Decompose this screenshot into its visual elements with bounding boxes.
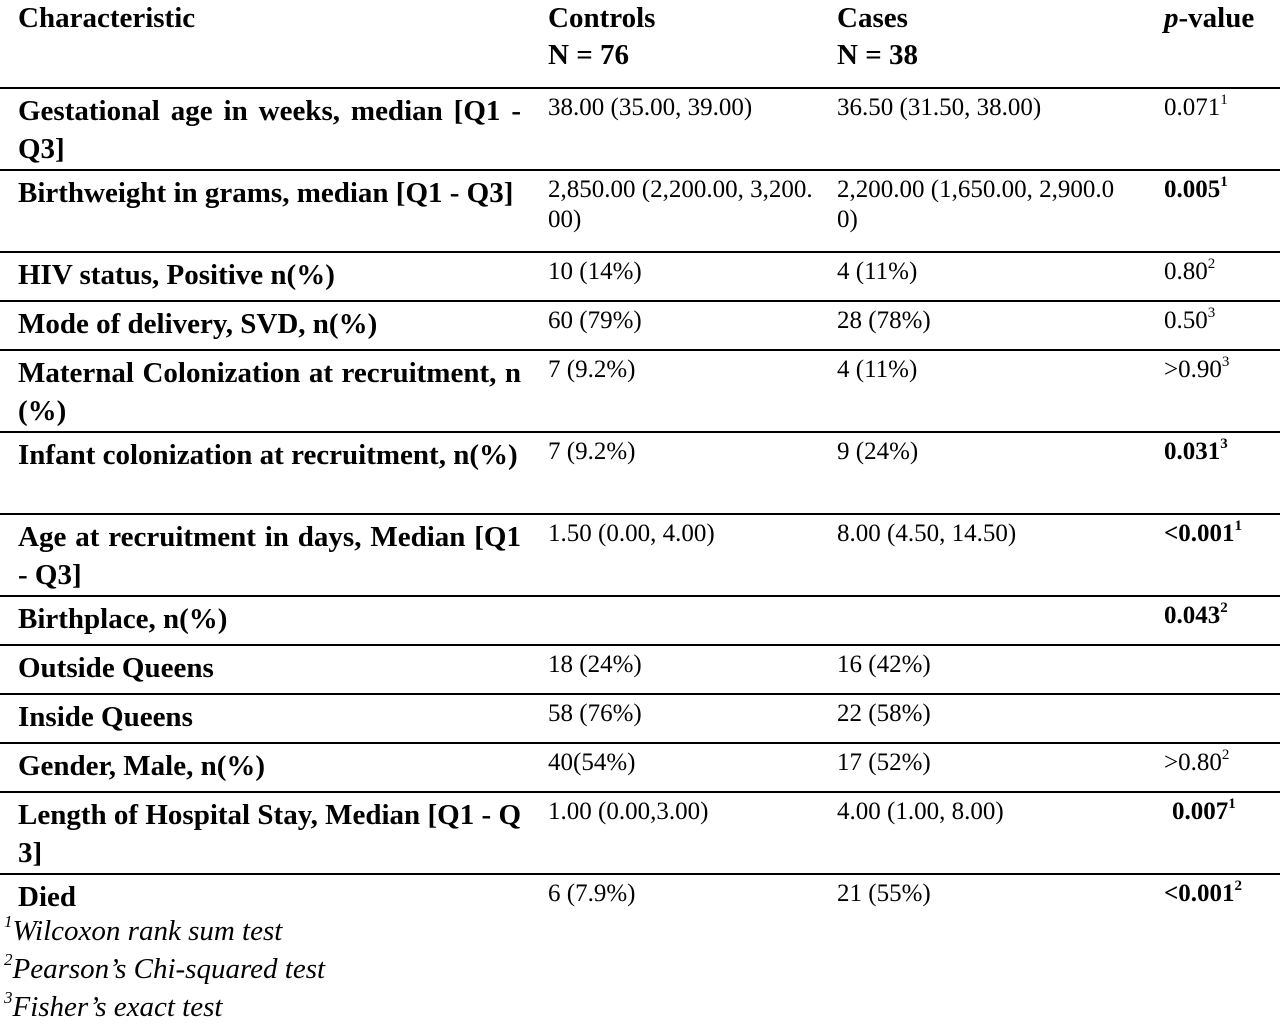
p-value-cell — [1140, 743, 1280, 792]
row-label: Birthweight in grams, median [Q1 - Q3] — [0, 170, 533, 252]
p-value-test-mark: 1 — [1220, 173, 1228, 190]
row-label: Mode of delivery, SVD, n(%) — [0, 301, 533, 350]
header-characteristic-label: Characteristic — [18, 2, 196, 34]
cases-value — [827, 596, 1140, 645]
p-value: >0.90 — [1164, 356, 1222, 383]
cases-value: 21 (55%) — [837, 880, 931, 907]
p-value-test-mark: 1 — [1228, 795, 1236, 812]
footnote — [4, 950, 325, 988]
controls-value: 60 (79%) — [533, 301, 827, 350]
table-row — [0, 350, 1280, 432]
header-cases-n: N = 38 — [837, 39, 918, 71]
footnotes — [4, 912, 325, 1026]
controls-value: 2,850.00 (2,200.00, 3,200.00) — [533, 170, 827, 252]
controls-value: 10 (14%) — [533, 252, 827, 301]
header-controls-n: N = 76 — [548, 39, 629, 71]
p-value-cell — [1140, 514, 1280, 596]
p-value: 0.043 — [1164, 602, 1221, 629]
header-characteristic — [0, 0, 533, 88]
footnote-mark: 3 — [4, 988, 13, 1008]
p-value-test-mark: 2 — [1221, 746, 1230, 763]
table-row — [0, 432, 1280, 514]
cases-value: 4 (11%) — [827, 252, 1140, 301]
p-value-test-mark: 3 — [1207, 304, 1216, 321]
table-row — [0, 596, 1280, 645]
table-row — [0, 170, 1280, 252]
row-label: Gestational age in weeks, median [Q1 - Q3] — [0, 88, 533, 170]
p-value-cell — [1140, 170, 1280, 252]
controls-value: 1.00 (0.00,3.00) — [533, 792, 827, 874]
cases-value: 4 (11%) — [827, 350, 1140, 432]
row-label: Birthplace, n(%) — [0, 596, 533, 645]
p-value-cell — [1140, 874, 1280, 917]
header-cases — [827, 0, 1140, 88]
footnote — [4, 988, 325, 1026]
p-value-test-mark: 3 — [1221, 353, 1230, 370]
cases-value: 4.00 (1.00, 8.00) — [827, 792, 1140, 874]
footnote — [4, 912, 325, 950]
table-row — [0, 792, 1280, 874]
table-row — [0, 874, 1280, 917]
row-label: Infant colonization at recruitment, n(%) — [0, 432, 533, 514]
p-value-cell — [1140, 432, 1280, 514]
p-value: 0.031 — [1164, 438, 1221, 465]
p-value: 0.007 — [1172, 798, 1229, 825]
table-row — [0, 88, 1280, 170]
p-value: 0.80 — [1164, 258, 1208, 285]
footnote-text: Pearson’s Chi-squared test — [12, 953, 326, 985]
header-pvalue — [1140, 0, 1280, 88]
controls-value: 1.50 (0.00, 4.00) — [533, 514, 827, 596]
cases-value: 22 (58%) — [827, 694, 1140, 743]
table-row — [0, 743, 1280, 792]
row-label: Outside Queens — [0, 645, 533, 694]
p-value-cell — [1140, 252, 1280, 301]
table-row — [0, 301, 1280, 350]
row-label: Gender, Male, n(%) — [0, 743, 533, 792]
table-row — [0, 645, 1280, 694]
controls-value: 18 (24%) — [533, 645, 827, 694]
row-label: Age at recruitment in days, Median [Q1 - Q3] — [0, 514, 533, 596]
footnote-text: Fisher’s exact test — [12, 991, 223, 1023]
table-row — [0, 694, 1280, 743]
row-label: Length of Hospital Stay, Median [Q1 - Q3] — [0, 792, 533, 874]
p-value: 0.50 — [1164, 307, 1208, 334]
cases-value: 9 (24%) — [827, 432, 1140, 514]
p-value: <0.001 — [1164, 520, 1235, 547]
controls-value: 58 (76%) — [533, 694, 827, 743]
p-value-cell — [1140, 596, 1280, 645]
controls-value: 38.00 (35.00, 39.00) — [533, 88, 827, 170]
p-value-cell — [1140, 350, 1280, 432]
p-value: 0.071 — [1164, 94, 1221, 121]
header-pvalue-italic: p — [1164, 2, 1179, 34]
cases-value: 2,200.00 (1,650.00, 2,900.00) — [827, 170, 1140, 252]
table-body — [0, 88, 1280, 917]
controls-value: 6 (7.9%) — [548, 880, 636, 907]
p-value-test-mark: 1 — [1220, 91, 1228, 108]
header-controls-label: Controls — [548, 2, 656, 34]
p-value-cell — [1140, 645, 1280, 694]
p-value: 0.005 — [1164, 176, 1221, 203]
cases-value: 36.50 (31.50, 38.00) — [827, 88, 1140, 170]
p-value-cell — [1140, 694, 1280, 743]
p-value: <0.001 — [1164, 880, 1235, 907]
controls-value: 7 (9.2%) — [533, 350, 827, 432]
controls-value: 7 (9.2%) — [533, 432, 827, 514]
table-row — [0, 514, 1280, 596]
p-value-test-mark: 2 — [1234, 877, 1242, 894]
footnote-text: Wilcoxon rank sum test — [12, 915, 283, 947]
footnote-mark: 1 — [4, 912, 13, 932]
controls-value: 40(54%) — [533, 743, 827, 792]
row-label: HIV status, Positive n(%) — [0, 252, 533, 301]
p-value: >0.80 — [1164, 749, 1222, 776]
header-row — [0, 0, 1280, 88]
footnote-mark: 2 — [4, 950, 13, 970]
cases-value: 8.00 (4.50, 14.50) — [827, 514, 1140, 596]
row-label: Maternal Colonization at recruitment, n(%) — [0, 350, 533, 432]
cases-value: 28 (78%) — [827, 301, 1140, 350]
row-label: Inside Queens — [0, 694, 533, 743]
cases-value: 17 (52%) — [827, 743, 1140, 792]
header-cases-label: Cases — [837, 2, 908, 34]
p-value-cell — [1140, 792, 1280, 874]
cases-value: 16 (42%) — [827, 645, 1140, 694]
header-pvalue-rest: -value — [1178, 2, 1255, 34]
p-value-test-mark: 1 — [1234, 517, 1242, 534]
p-value-test-mark: 3 — [1220, 435, 1228, 452]
row-label: Died — [18, 881, 76, 913]
p-value-test-mark: 2 — [1220, 599, 1228, 616]
p-value-cell — [1140, 301, 1280, 350]
table-row — [0, 252, 1280, 301]
header-controls — [533, 0, 827, 88]
p-value-cell — [1140, 88, 1280, 170]
p-value-test-mark: 2 — [1207, 255, 1216, 272]
controls-value — [533, 596, 827, 645]
